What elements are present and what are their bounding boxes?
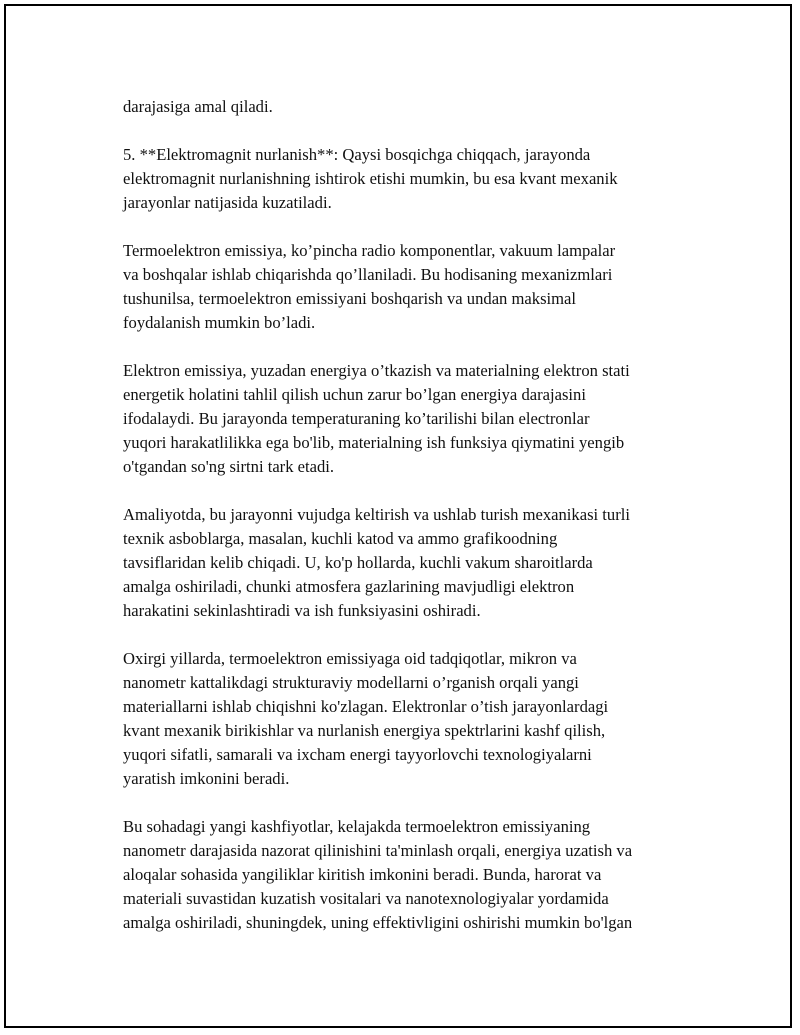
paragraph-3 [123,239,703,335]
text-line: energetik holatini tahlil qilish uchun zarur bo’lgan energiya darajasini [123,385,586,404]
text-line: kvant mexanik birikishlar va nurlanish energiya spektrlarini kashf qilish, [123,721,606,740]
text-line: materiallarni ishlab chiqishni ko'zlagan. Elektronlar o’tish jarayonlardagi [123,697,609,716]
text-line: 5. **Elektromagnit nurlanish**: Qaysi bosqichga chiqqach, jarayonda [123,145,591,164]
text-line: nanometr darajasida nazorat qilinishini ta'minlash orqali, energiya uzatish va [123,841,633,860]
text-line: tushunilsa, termoelektron emissiyani boshqarish va undan maksimal [123,289,577,308]
paragraph-7 [123,815,703,935]
paragraph-4 [123,359,703,479]
text-line: amalga oshiriladi, chunki atmosfera gazlarining mavjudligi elektron [123,577,575,596]
text-line: Amaliyotda, bu jarayonni vujudga keltirish va ushlab turish mexanikasi turli [123,505,630,524]
text-line: Termoelektron emissiya, ko’pincha radio komponentlar, vakuum lampalar [123,241,616,260]
text-line: amalga oshiriladi, shuningdek, uning effektivligini oshirishi mumkin bo'lgan [123,913,633,932]
text-line: Oxirgi yillarda, termoelektron emissiyaga oid tadqiqotlar, mikron va [123,649,577,668]
text-line: ifodalaydi. Bu jarayonda temperaturaning ko’tarilishi bilan electronlar [123,409,590,428]
text-line: Bu sohadagi yangi kashfiyotlar, kelajakda termoelektron emissiyaning [123,817,591,836]
text-line: materiali suvastidan kuzatish vositalari va nanotexnologiyalar yordamida [123,889,609,908]
text-line: aloqalar sohasida yangiliklar kiritish imkonini beradi. Bunda, harorat va [123,865,602,884]
paragraph-5 [123,503,703,623]
paragraph-2 [123,143,703,215]
document-body [123,95,703,959]
text-line: Elektron emissiya, yuzadan energiya o’tkazish va materialning elektron stati [123,361,630,380]
text-line: texnik asboblarga, masalan, kuchli katod va ammo grafikoodning [123,529,558,548]
text-line: yaratish imkonini beradi. [123,769,290,788]
text-line: tavsiflaridan kelib chiqadi. U, ko'p hollarda, kuchli vakum sharoitlarda [123,553,593,572]
text-line: va boshqalar ishlab chiqarishda qo’llaniladi. Bu hodisaning mexanizmlari [123,265,613,284]
paragraph-1 [123,95,703,119]
text-line: yuqori sifatli, samarali va ixcham energi tayyorlovchi texnologiyalarni [123,745,592,764]
text-line: nanometr kattalikdagi strukturaviy modellarni o’rganish orqali yangi [123,673,579,692]
text-line: yuqori harakatlilikka ega bo'lib, materialning ish funksiya qiymatini yengib [123,433,625,452]
paragraph-6 [123,647,703,791]
page-frame [4,4,792,1028]
text-line: o'tgandan so'ng sirtni tark etadi. [123,457,335,476]
text-line: elektromagnit nurlanishning ishtirok etishi mumkin, bu esa kvant mexanik [123,169,618,188]
text-line: jarayonlar natijasida kuzatiladi. [123,193,332,212]
text-line: foydalanish mumkin bo’ladi. [123,313,316,332]
text-line: harakatini sekinlashtiradi va ish funksiyasini oshiradi. [123,601,481,620]
text-line: darajasiga amal qiladi. [123,97,273,116]
